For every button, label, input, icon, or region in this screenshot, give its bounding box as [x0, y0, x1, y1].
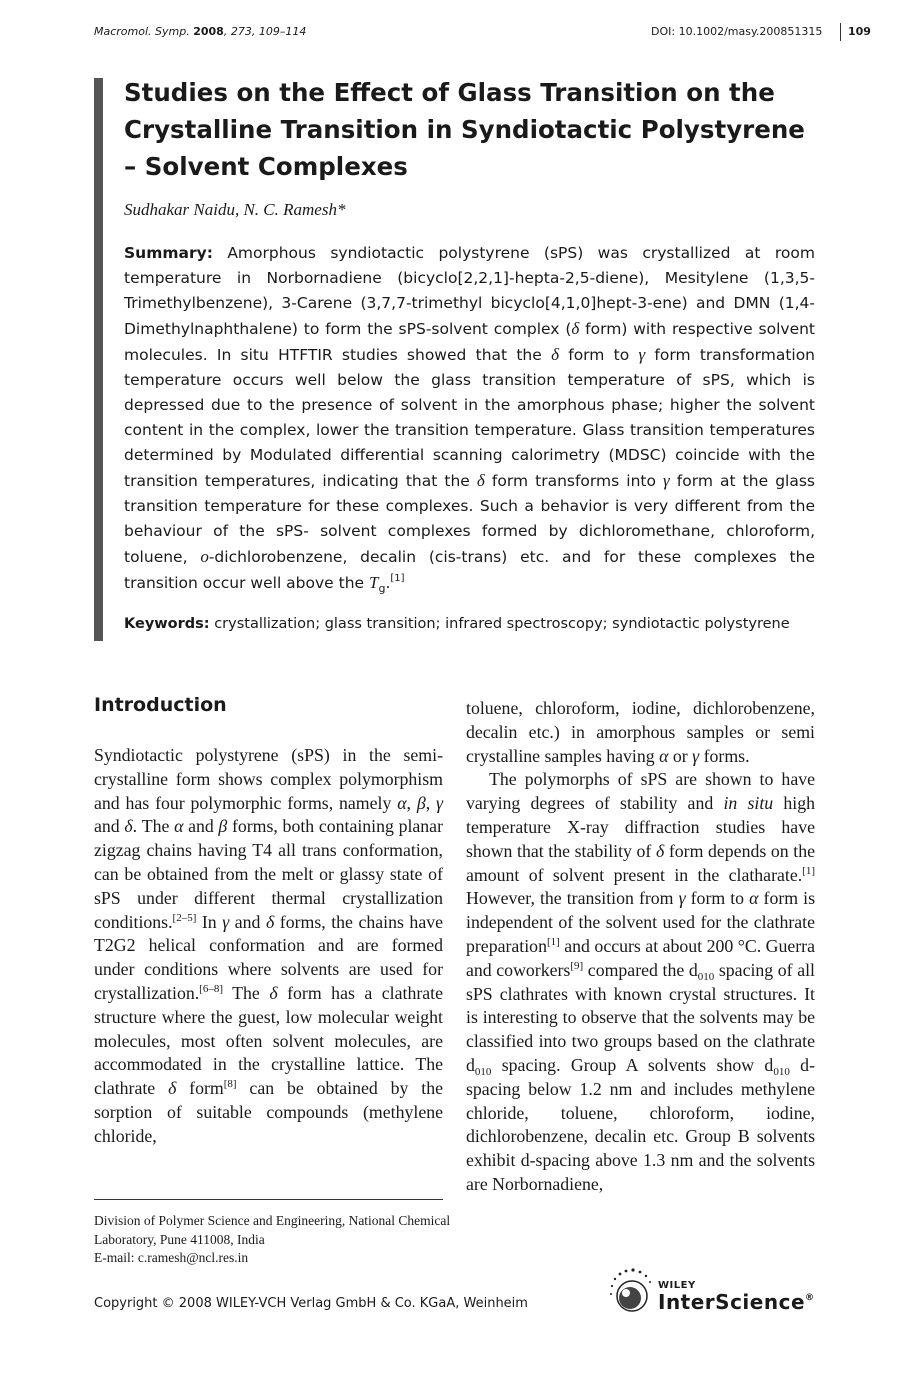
- paragraph: The polymorphs of sPS are shown to have varying degrees of stability and in situ high temperature X-ray diffraction studies have shown that the stability of δ form depends on the amount of solvent present in the clatharate.[1] However, the transition from γ form to α form is independent of the solvent used for the clathrate preparation[1] and occurs at about 200 °C. Guerra and coworkers[9] compared the $d_{010}$ spacing of all sPS clathrates with known crystal structures. It is interesting to observe that the solvents may be classified into two groups based on the clathrate $d_{010}$ spacing. Group A solvents show $d_{010}$ d-spacing below 1.2 nm and includes methylene chloride, toluene, chloroform, iodine, dichlorobenzene, decalin etc. Group B solvents exhibit d-spacing above 1.3 nm and the solvents are Norbornadiene,: [466, 769, 816, 1194]
- logo-publisher: WILEY: [658, 1280, 696, 1291]
- authors: Sudhakar Naidu, N. C. Ramesh*: [124, 200, 346, 219]
- keywords: Keywords: crystallization; glass transition; infrared spectroscopy; syndiotactic polystyrene: [124, 616, 790, 632]
- article-title: Studies on the Effect of Glass Transition on the Crystalline Transition in Syndiotactic Polystyrene – Solvent Complexes: [124, 78, 805, 181]
- right-column-text: [466, 697, 815, 1197]
- header-divider: [840, 23, 841, 41]
- footnote-divider: [94, 1199, 443, 1200]
- globe-dots-icon: [608, 1266, 656, 1318]
- affiliation-footnote: [94, 1212, 454, 1268]
- running-head: [94, 25, 871, 43]
- logo-brand: InterScience®: [658, 1290, 815, 1314]
- affiliation: Division of Polymer Science and Engineering, National Chemical Laboratory, Pune 411008, India: [94, 1213, 451, 1247]
- doi: DOI: 10.1002/masy.200851315: [651, 25, 823, 38]
- paragraph: toluene, chloroform, iodine, dichlorobenzene, decalin etc.) in amorphous samples or semi crystalline samples having α or γ forms.: [466, 698, 815, 766]
- paragraph: Syndiotactic polystyrene (sPS) in the semi-crystalline form shows complex polymorphism and has four polymorphic forms, namely α, β, γ and δ. The α and β forms, both containing planar zigzag chains having T4 all trans conformation, can be obtained from the melt or glassy state of sPS under different thermal crystallization conditions.[2–5] In γ and δ forms, the chains have T2G2 helical conformation and are formed under conditions where solvents are used for crystallization.[6–8] The δ form has a clathrate structure where the guest, low molecular weight molecules, most often solvent molecules, are accommodated in the crystalline lattice. The clathrate δ form[8] can be obtained by the sorption of suitable compounds (methylene chloride,: [94, 745, 444, 1146]
- left-column-text: [94, 744, 443, 1149]
- wiley-interscience-logo: [608, 1266, 823, 1318]
- citation-ref: [1]: [390, 573, 405, 584]
- journal-citation: Macromol. Symp. 2008, 273, 109–114: [94, 25, 307, 38]
- summary: Summary: Amorphous syndiotactic polystyrene (sPS) was crystallized at room temperature in Norbornadiene (bicyclo[2,2,1]-hepta-2,5-diene), Mesitylene (1,3,5-Trimethylbenzene), 3-Carene (3,7,7-trimethyl bicyclo[4,1,0]hept-3-ene) and DMN (1,4-Dimethylnaphthalene) to form the sPS-solvent complex (δ form) with respective solvent molecules. In situ HTFTIR studies showed that the δ form to γ form transformation temperature occurs well below the glass transition temperature of sPS, which is depressed due to the presence of solvent in the amorphous phase; higher the solvent content in the complex, lower the transition temperature. Glass transition temperatures determined by Modulated differential scanning calorimetry (MDSC) coincide with the transition temperatures, indicating that the δ form transforms into γ form at the glass transition temperature for these complexes. Such a behavior is very different from the behaviour of the sPS- solvent complexes formed by dichloromethane, chloroform, toluene, o-dichlorobenzene, decalin (cis-trans) etc. and for these complexes the transition occur well above the $T_g.[1]$: [124, 244, 816, 595]
- section-heading-introduction: Introduction: [94, 694, 227, 716]
- copyright: Copyright © 2008 WILEY-VCH Verlag GmbH & Co. KGaA, Weinheim: [94, 1296, 528, 1311]
- summary-label: Summary:: [124, 244, 213, 262]
- email: E-mail: c.ramesh@ncl.res.in: [94, 1250, 249, 1265]
- keywords-label: Keywords:: [124, 616, 210, 632]
- page-number: 109: [848, 25, 871, 38]
- abstract-side-bar: [94, 78, 103, 641]
